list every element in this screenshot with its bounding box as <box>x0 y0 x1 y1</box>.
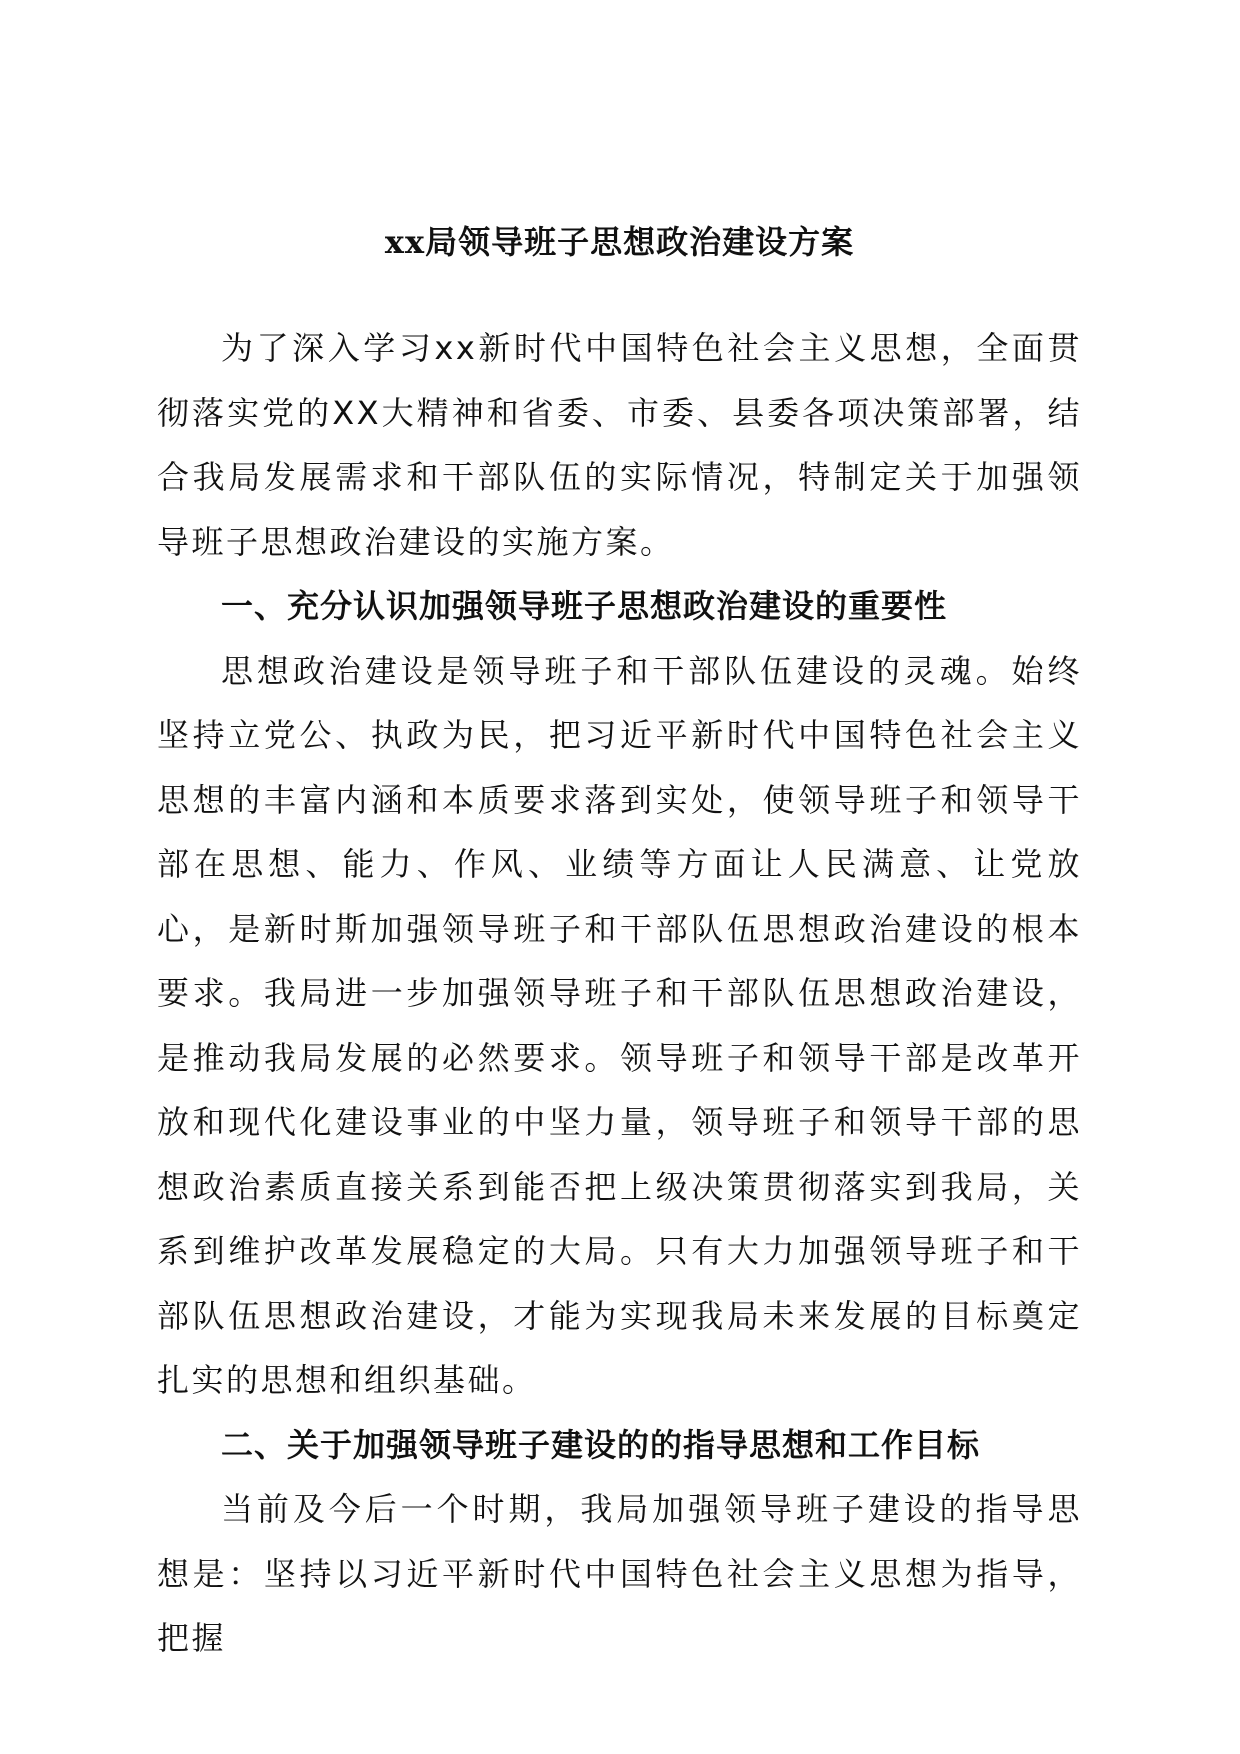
intro-paragraph: 为了深入学习xx新时代中国特色社会主义思想，全面贯彻落实党的XX大精神和省委、市委、县委各项决策部署，结合我局发展需求和干部队伍的实际情况，特制定关于加强领导班子思想政治建设的实施方案。 <box>157 329 1082 561</box>
section-2-paragraph: 当前及今后一个时期，我局加强领导班子建设的指导思想是：坚持以习近平新时代中国特色社会主义思想为指导，把握 <box>157 1490 1082 1657</box>
document-body <box>157 212 1082 1671</box>
section-1-heading: 一、充分认识加强领导班子思想政治建设的重要性 <box>221 587 948 625</box>
document-title: xx局领导班子思想政治建设方案 <box>384 223 855 261</box>
section-2-heading: 二、关于加强领导班子建设的的指导思想和工作目标 <box>221 1425 981 1464</box>
section-1-paragraph: 思想政治建设是领导班子和干部队伍建设的灵魂。始终坚持立党公、执政为民，把习近平新时代中国特色社会主义思想的丰富内涵和本质要求落到实处，使领导班子和领导干部在思想、能力、作风、业绩等方面让人民满意、让党放心，是新时斯加强领导班子和干部队伍思想政治建设的根本要求。我局进一步加强领导班子和干部队伍思想政治建设，是推动我局发展的必然要求。领导班子和领导干部是改革开放和现代化建设事业的中坚力量，领导班子和领导干部的思想政治素质直接关系到能否把上级决策贯彻落实到我局，关系到维护改革发展稳定的大局。只有大力加强领导班子和干部队伍思想政治建设，才能为实现我局未来发展的目标奠定扎实的思想和组织基础。 <box>157 651 1082 1399</box>
title-spacer <box>157 272 1082 316</box>
